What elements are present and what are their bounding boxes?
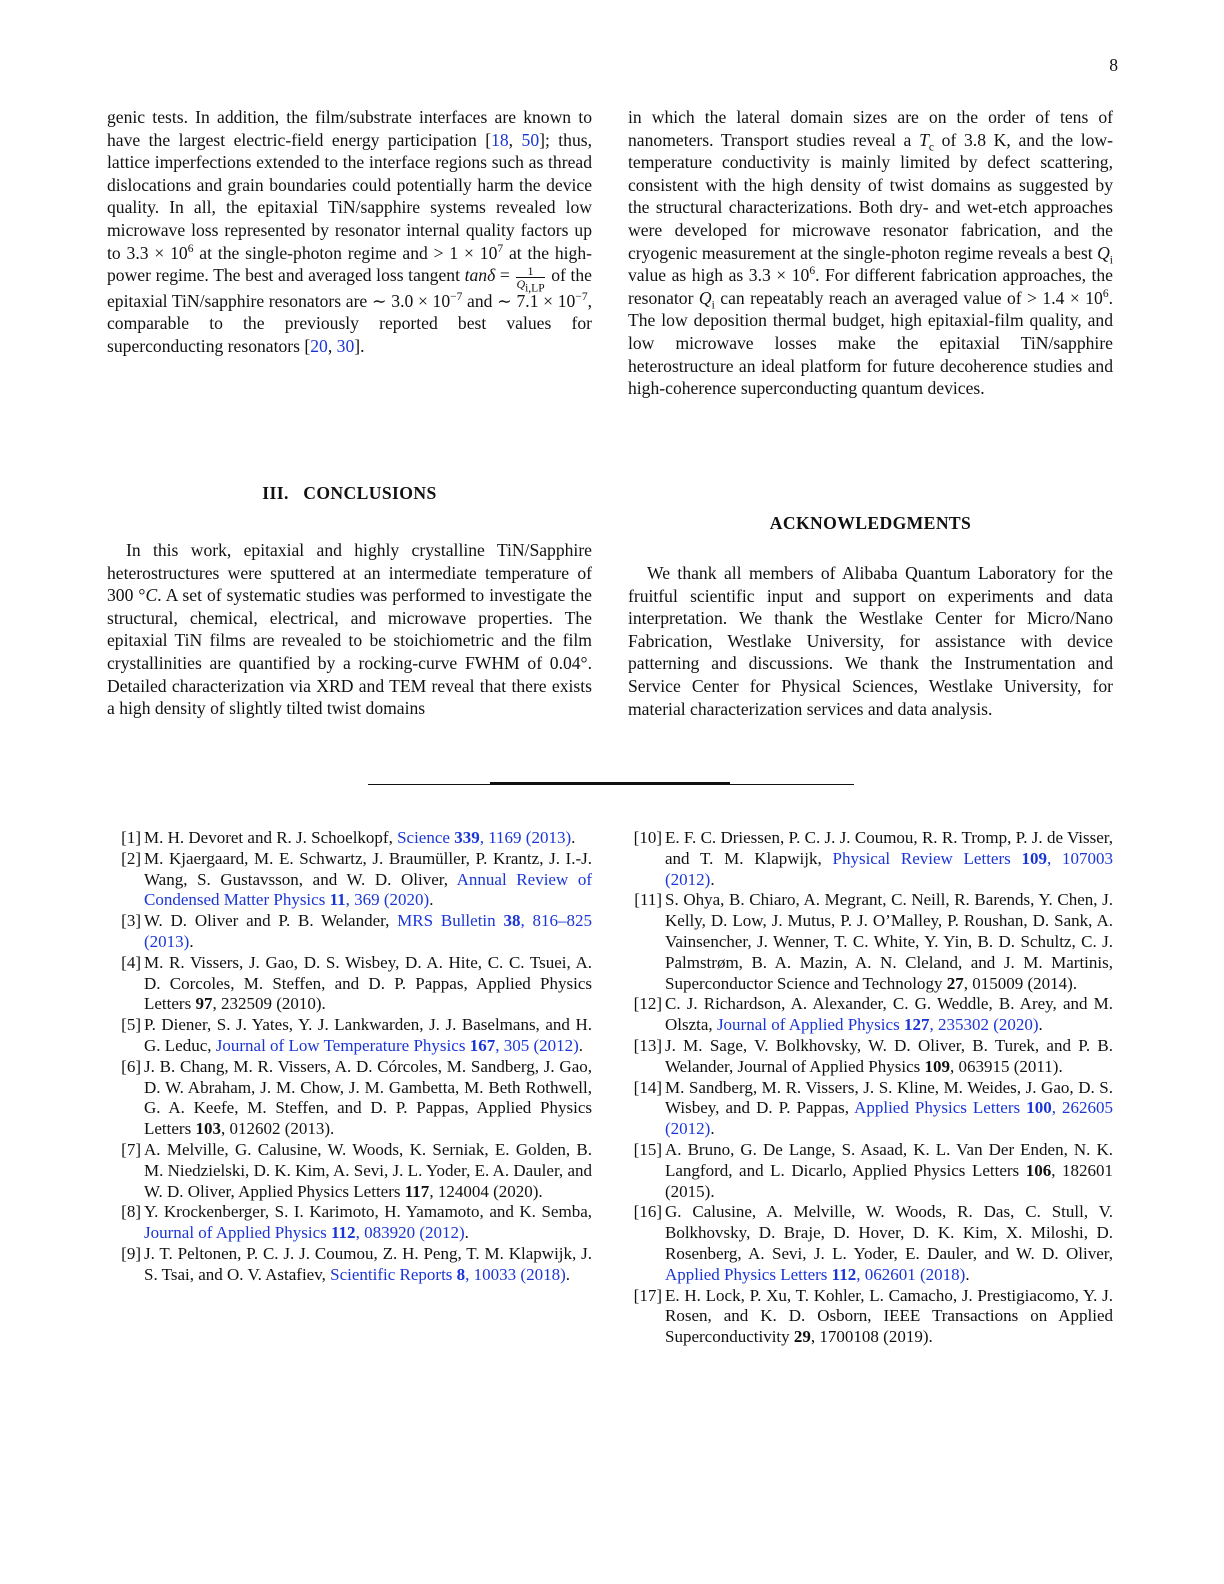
reference-number: [3] — [121, 911, 141, 931]
reference-authors: P. Diener, S. J. Yates, Y. J. Lankwarden, J. J. Baselmans, and H. G. Leduc, — [144, 1015, 592, 1055]
reference-volume: 117 — [404, 1181, 430, 1201]
reference-item — [107, 1015, 592, 1057]
acknowledgments-heading: ACKNOWLEDGMENTS — [769, 513, 972, 533]
citation-link-50[interactable]: 50 — [521, 129, 540, 150]
reference-authors: A. Bruno, G. De Lange, S. Asaad, K. L. Van Der Enden, N. K. Langford, and L. Dicarlo, Applied Physics Letters — [665, 1139, 1113, 1180]
reference-item — [628, 890, 1113, 994]
conclusions-heading: III. CONCLUSIONS — [262, 483, 437, 503]
reference-tail: , 012602 (2013). — [220, 1119, 335, 1139]
reference-pages-year: , 107003 (2012) — [665, 848, 1113, 889]
reference-authors: M. Kjaergaard, M. E. Schwartz, J. Braumüller, P. Krantz, J. I.-J. Wang, S. Gustavsson, and W. D. Oliver, — [144, 848, 592, 889]
references-separator-center — [490, 782, 730, 784]
reference-item — [107, 1140, 592, 1202]
reference-tail: . — [578, 1035, 584, 1055]
reference-item — [628, 1036, 1113, 1078]
reference-authors: G. Calusine, A. Melville, W. Woods, R. Das, C. Stull, V. Bolkhovsky, D. Braje, D. Hover, D. K. Kim, X. Miloshi, D. Rosenberg, A. Sevi, J. L. Yoder, E. Dauler, and W. D. Oliver, — [665, 1202, 1113, 1263]
reference-pages-year: , 262605 (2012) — [665, 1098, 1113, 1139]
reference-item — [628, 1078, 1113, 1140]
reference-tail: . — [1038, 1015, 1043, 1035]
reference-journal: Applied Physics Letters — [665, 1264, 832, 1284]
reference-journal: Applied Physics Letters — [854, 1098, 1027, 1118]
reference-authors: M. R. Vissers, J. Gao, D. S. Wisbey, D. A. Hite, C. C. Tsuei, A. D. Corcoles, M. Steffen, and D. P. Pappas, Applied Physics Letters — [144, 952, 592, 1014]
reference-pages-year: , 062601 (2018) — [856, 1264, 966, 1284]
reference-journal: Scientific Reports — [330, 1264, 457, 1284]
reference-journal: Journal of Low Temperature Physics — [215, 1035, 470, 1055]
reference-authors: W. D. Oliver and P. B. Welander, — [144, 911, 398, 931]
reference-journal: Physical Review Letters — [832, 848, 1022, 868]
reference-number: [6] — [121, 1056, 141, 1076]
reference-number: [16] — [633, 1202, 662, 1222]
left-column-top — [107, 106, 592, 357]
reference-authors: E. H. Lock, P. Xu, T. Kohler, L. Camacho, J. Prestigiacomo, Y. J. Rosen, and K. D. Osborn, IEEE Transactions on Applied Superconductivity — [665, 1285, 1113, 1347]
reference-number: [9] — [121, 1243, 141, 1263]
right-column-top — [628, 106, 1113, 400]
citation-link-20[interactable]: 20 — [310, 335, 328, 356]
reference-number: [15] — [633, 1139, 662, 1159]
page-number: 8 — [1109, 55, 1118, 75]
reference-link[interactable] — [665, 1265, 965, 1284]
reference-item — [107, 1202, 592, 1244]
citation-link-18[interactable]: 18 — [491, 129, 509, 150]
reference-tail: , 063915 (2011). — [950, 1056, 1063, 1076]
acknowledgments-paragraph: We thank all members of Alibaba Quantum Laboratory for the fruitful scientific input and support on experiments and data interpretation. We thank the Westlake Center for Micro/Nano Fabrication, Westlake University, for assistance with device patterning and discussions. We thank the Instrumentation and Service Center for Physical Sciences, Westlake University, for material characterization services and data analysis. — [628, 563, 1113, 719]
conclusions-paragraph: In this work, epitaxial and highly crystalline TiN/Sapphire heterostructures were sputtered at an intermediate temperature of 300 °C. A set of systematic studies was performed to investigate the structural, chemical, electrical, and microwave properties. The epitaxial TiN films are revealed to be stoichiometric and the film crystallinities are quantified by a rocking-curve FWHM of 0.04°. Detailed characterization via XRD and TEM reveal that there exists a high density of slightly tilted twist domains — [107, 540, 592, 719]
reference-journal: Science — [397, 828, 455, 847]
reference-number: [10] — [633, 828, 662, 847]
conclusions-section — [107, 539, 592, 720]
reference-tail: , 182601 (2015). — [665, 1160, 1114, 1201]
reference-tail: . — [965, 1264, 970, 1284]
reference-item — [107, 953, 592, 1015]
reference-item — [107, 1244, 592, 1286]
reference-authors: J. M. Sage, V. Bolkhovsky, W. D. Oliver, B. Turek, and P. B. Welander, Journal of Applied Physics — [665, 1035, 1113, 1076]
reference-tail: . — [565, 1264, 570, 1284]
reference-item — [107, 1057, 592, 1140]
citation-link-30[interactable]: 30 — [336, 335, 355, 356]
reference-number: [14] — [633, 1077, 662, 1097]
reference-number: [4] — [121, 952, 141, 972]
reference-authors: A. Melville, G. Calusine, W. Woods, K. Serniak, E. Golden, B. M. Niedzielski, D. K. Kim, A. Sevi, J. L. Yoder, E. A. Dauler, and W. D. Oliver, Applied Physics Letters — [144, 1139, 592, 1201]
reference-number: [5] — [121, 1015, 141, 1035]
reference-tail: . — [189, 931, 194, 951]
reference-volume: 8 — [456, 1264, 466, 1284]
reference-tail: , 015009 (2014). — [963, 973, 1078, 993]
reference-number: [1] — [121, 828, 141, 847]
reference-authors: M. H. Devoret and R. J. Schoelkopf, — [144, 828, 398, 847]
reference-number: [11] — [634, 890, 662, 910]
reference-number: [13] — [633, 1035, 662, 1055]
reference-tail: . — [571, 828, 576, 847]
reference-pages-year: , 305 (2012) — [495, 1035, 579, 1055]
reference-pages-year: , 235302 (2020) — [929, 1015, 1039, 1035]
reference-number: [8] — [121, 1202, 141, 1222]
reference-authors: S. Ohya, B. Chiaro, A. Megrant, C. Neill, R. Barends, Y. Chen, J. Kelly, D. Low, J. Mutus, P. J. O’Malley, P. Roushan, D. Sank, A. Vainsencher, J. Wenner, T. C. White, Y. Yin, B. D. Schultz, C. J. Palmstrøm, B. A. Mazin, A. N. Cleland, and J. M. Martinis, Superconductor Science and Technology — [665, 890, 1113, 993]
reference-volume: 109 — [924, 1056, 951, 1076]
reference-volume: 100 — [1026, 1098, 1052, 1118]
reference-authors: C. J. Richardson, A. Alexander, C. G. Weddle, B. Arey, and M. Olszta, — [665, 994, 1113, 1035]
reference-item — [628, 828, 1113, 890]
reference-volume: 106 — [1025, 1160, 1052, 1180]
reference-volume: 27 — [946, 973, 964, 993]
reference-authors: E. F. C. Driessen, P. C. J. J. Coumou, R. R. Tromp, P. J. de Visser, and T. M. Klapwijk, — [665, 828, 1113, 868]
reference-volume: 103 — [195, 1119, 221, 1139]
reference-link[interactable] — [216, 1036, 579, 1055]
reference-tail: . — [710, 869, 715, 889]
reference-authors: M. Sandberg, M. R. Vissers, J. S. Kline, M. Weides, J. Gao, D. S. Wisbey, and D. P. Pappas, — [665, 1077, 1113, 1118]
references-separator — [368, 784, 854, 785]
reference-pages-year: , 369 (2020) — [345, 890, 430, 910]
reference-tail: . — [464, 1223, 469, 1243]
reference-tail: . — [710, 1119, 715, 1139]
references-right-column — [628, 828, 1113, 1348]
acknowledgments-section — [628, 562, 1113, 720]
reference-authors: J. T. Peltonen, P. C. J. J. Coumou, Z. H. Peng, T. M. Klapwijk, J. S. Tsai, and O. V. Astafiev, — [144, 1243, 592, 1284]
reference-link[interactable] — [397, 828, 571, 847]
reference-volume: 109 — [1021, 848, 1047, 868]
reference-journal: Annual Review of Condensed Matter Physics — [144, 869, 593, 910]
reference-number: [17] — [633, 1285, 662, 1305]
reference-item — [628, 1140, 1113, 1202]
reference-volume: 97 — [195, 994, 213, 1014]
reference-link[interactable] — [717, 1015, 1039, 1034]
reference-tail: , 1700108 (2019). — [810, 1327, 933, 1347]
reference-item — [107, 911, 592, 953]
reference-volume: 38 — [503, 911, 521, 931]
reference-journal: Journal of Applied Physics — [716, 1015, 904, 1035]
reference-item — [107, 849, 592, 911]
reference-pages-year: , 083920 (2012) — [355, 1223, 465, 1243]
reference-authors: J. B. Chang, M. R. Vissers, A. D. Córcoles, M. Sandberg, J. Gao, D. W. Abraham, J. M. Chow, J. M. Gambetta, M. Beth Rothwell, G. A. Keefe, M. Steffen, and D. P. Pappas, Applied Physics Letters — [144, 1056, 592, 1139]
reference-number: [2] — [121, 848, 141, 868]
results-summary-paragraph: genic tests. In addition, the film/substrate interfaces are known to have the largest electric-field energy participation [18, 50]; thus, lattice imperfections extended to the interface regions such as thread dislocations and grain boundaries could potentially harm the device quality. In all, the epitaxial TiN/sapphire systems revealed low microwave loss represented by resonator internal quality factors up to $3.3 \times 10^6$ at the single-photon regime and > $1 \times 10^7$ at the high-power regime. The best and averaged loss tangent tanδ = $\frac{1}{Q_{i,LP}}$ of the epitaxial TiN/sapphire resonators are ∼ $3.0 \times 10^{-7}$ and ∼ $7.1 \times 10^{-7}$, comparable to the previously reported best values for superconducting resonators [20, 30]. — [107, 107, 593, 356]
reference-item — [107, 828, 592, 849]
reference-journal: Journal of Applied Physics — [144, 1223, 331, 1243]
reference-item — [628, 1286, 1113, 1348]
reference-pages-year: , 10033 (2018) — [465, 1264, 566, 1284]
reference-item — [628, 1202, 1113, 1285]
reference-pages-year: , 1169 (2013) — [479, 828, 572, 847]
reference-volume: 339 — [454, 828, 480, 847]
reference-tail: . — [429, 890, 434, 910]
reference-number: [12] — [633, 994, 662, 1014]
loss-tangent-fraction: $\frac{1}{Q_{i,LP}}$ — [516, 263, 545, 294]
reference-volume: 112 — [331, 1223, 356, 1243]
reference-volume: 11 — [329, 890, 346, 910]
reference-authors: Y. Krockenberger, S. I. Karimoto, H. Yamamoto, and K. Semba, — [144, 1202, 592, 1222]
reference-number: [7] — [121, 1139, 141, 1159]
reference-volume: 167 — [469, 1035, 496, 1055]
reference-item — [628, 994, 1113, 1036]
reference-link[interactable] — [330, 1265, 566, 1284]
references-left-column — [107, 828, 592, 1286]
conclusions-continued-paragraph: in which the lateral domain sizes are on the order of tens of nanometers. Transport studies reveal a $T_c$ of 3.8 K, and the low-temperature conductivity is mainly limited by defect scattering, consistent with the high density of twist domains as suggested by the structural characterizations. Both dry- and wet-etch approaches were developed for microwave resonator fabrication, and the cryogenic measurement at the single-photon regime reveals a best $Q_i$ value as high as $3.3 \times 10^6$. For different fabrication approaches, the resonator $Q_i$ can repeatably reach an averaged value of > $1.4 \times 10^6$. The low deposition thermal budget, high epitaxial-film quality, and low microwave losses make the epitaxial TiN/sapphire heterostructure an ideal platform for future decoherence studies and high-coherence superconducting quantum devices. — [628, 107, 1113, 399]
reference-tail: , 232509 (2010). — [212, 994, 326, 1014]
reference-volume: 127 — [903, 1015, 930, 1035]
reference-link[interactable] — [144, 1223, 465, 1242]
reference-volume: 112 — [831, 1264, 857, 1284]
reference-volume: 29 — [793, 1327, 811, 1347]
reference-journal: MRS Bulletin — [397, 911, 504, 931]
reference-pages-year: , 816–825 (2013) — [144, 911, 592, 951]
reference-tail: , 124004 (2020). — [429, 1181, 543, 1201]
